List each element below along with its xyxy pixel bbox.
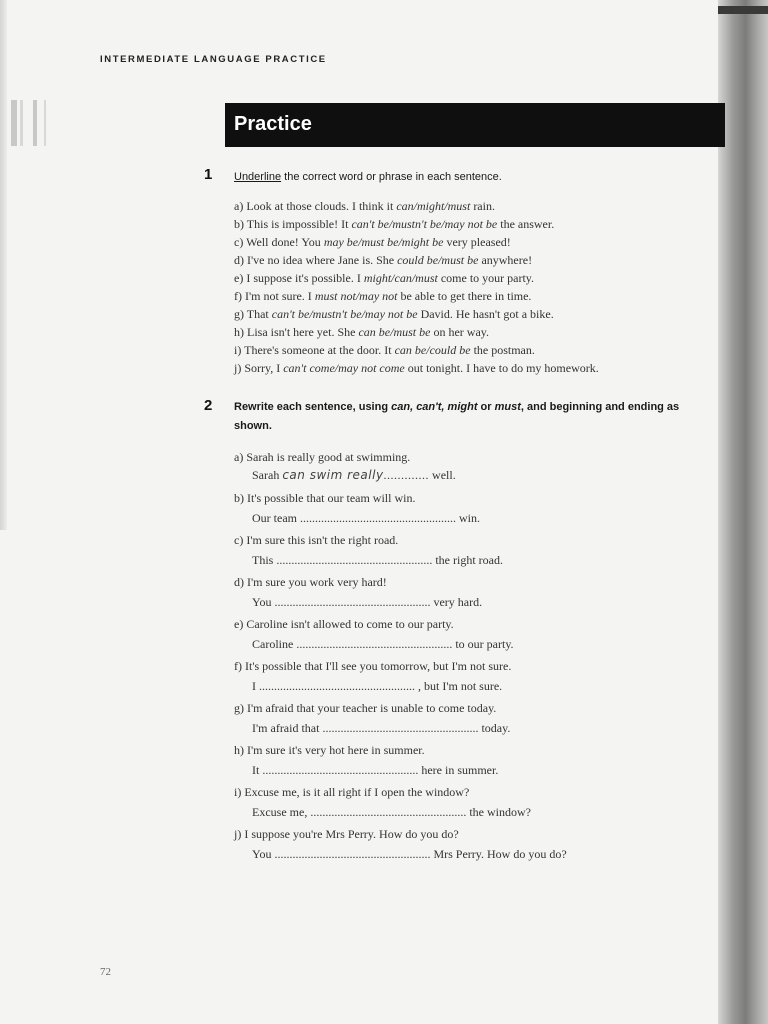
- ex1-item-d: d) I've no idea where Jane is. She could be/must be anywhere!: [234, 253, 533, 267]
- exercise-2-instruction: Rewrite each sentence, using can, can't, might or must, and beginning and ending as shown.: [234, 401, 680, 432]
- exercise-2-number: 2: [204, 397, 213, 414]
- exercise-1-number: 1: [204, 166, 213, 183]
- scan-left-edge: [0, 0, 7, 530]
- ex1-item-f: f) I'm not sure. I must not/may not be able to get there in time.: [234, 289, 532, 303]
- ex2-item-d-sentence: d) I'm sure you work very hard!: [234, 575, 387, 589]
- ex1-item-c: c) Well done! You may be/must be/might be very pleased!: [234, 235, 511, 249]
- scan-spine-marks: [11, 100, 51, 152]
- section-banner: [225, 103, 725, 147]
- ex2-item-f-rewrite: I .................................................... , but I'm not sure.: [252, 679, 503, 693]
- ex1-item-j: j) Sorry, I can't come/may not come out tonight. I have to do my homework.: [234, 361, 599, 375]
- ex2-item-a-rewrite: Sarah can swim really............. well.: [252, 468, 456, 482]
- ex1-item-b: b) This is impossible! It can't be/mustn't be/may not be the answer.: [234, 217, 555, 231]
- ex2-item-j-rewrite: You .................................................... Mrs Perry. How do you do?: [252, 847, 567, 861]
- instruction-underline-word: Underline: [234, 171, 282, 183]
- book-spine-top: [718, 6, 768, 14]
- ex2-item-g-rewrite: I'm afraid that .................................................... today.: [252, 721, 511, 735]
- ex2-item-j-sentence: j) I suppose you're Mrs Perry. How do you do?: [234, 827, 459, 841]
- ex2-item-a-sentence: a) Sarah is really good at swimming.: [234, 450, 411, 464]
- ex2-item-d-rewrite: You .................................................... very hard.: [252, 595, 483, 609]
- instruction-text: the correct word or phrase in each sentence.: [281, 171, 502, 183]
- running-head: INTERMEDIATE LANGUAGE PRACTICE: [100, 54, 327, 65]
- ex2-item-e-rewrite: Caroline .................................................... to our party.: [252, 637, 514, 651]
- exercise-1-instruction: [234, 168, 714, 187]
- ex2-item-c-sentence: c) I'm sure this isn't the right road.: [234, 533, 399, 547]
- ex2-item-b-sentence: b) It's possible that our team will win.: [234, 491, 416, 505]
- ex2-item-i-rewrite: Excuse me, .................................................... the window?: [252, 805, 531, 819]
- book-spine-shadow: [718, 0, 768, 1024]
- handwritten-answer: can swim really: [282, 468, 384, 482]
- ex2-item-i-sentence: i) Excuse me, is it all right if I open the window?: [234, 785, 470, 799]
- ex2-item-g-sentence: g) I'm afraid that your teacher is unable to come today.: [234, 701, 497, 715]
- ex1-item-g: g) That can't be/mustn't be/may not be David. He hasn't got a bike.: [234, 307, 554, 321]
- ex2-item-c-rewrite: This .................................................... the right road.: [252, 553, 503, 567]
- ex1-item-h: h) Lisa isn't here yet. She can be/must be on her way.: [234, 325, 489, 339]
- page-number: 72: [100, 966, 111, 978]
- ex2-item-h-sentence: h) I'm sure it's very hot here in summer.: [234, 743, 425, 757]
- ex1-item-e: e) I suppose it's possible. I might/can/must come to your party.: [234, 271, 535, 285]
- ex2-item-h-rewrite: It .................................................... here in summer.: [252, 763, 499, 777]
- ex2-item-e-sentence: e) Caroline isn't allowed to come to our party.: [234, 617, 454, 631]
- ex2-item-b-rewrite: Our team .................................................... win.: [252, 511, 480, 525]
- ex1-item-a: a) Look at those clouds. I think it can/might/must rain.: [234, 199, 495, 213]
- ex2-item-f-sentence: f) It's possible that I'll see you tomorrow, but I'm not sure.: [234, 659, 512, 673]
- section-title: Practice: [234, 113, 312, 135]
- ex1-item-i: i) There's someone at the door. It can be/could be the postman.: [234, 343, 535, 357]
